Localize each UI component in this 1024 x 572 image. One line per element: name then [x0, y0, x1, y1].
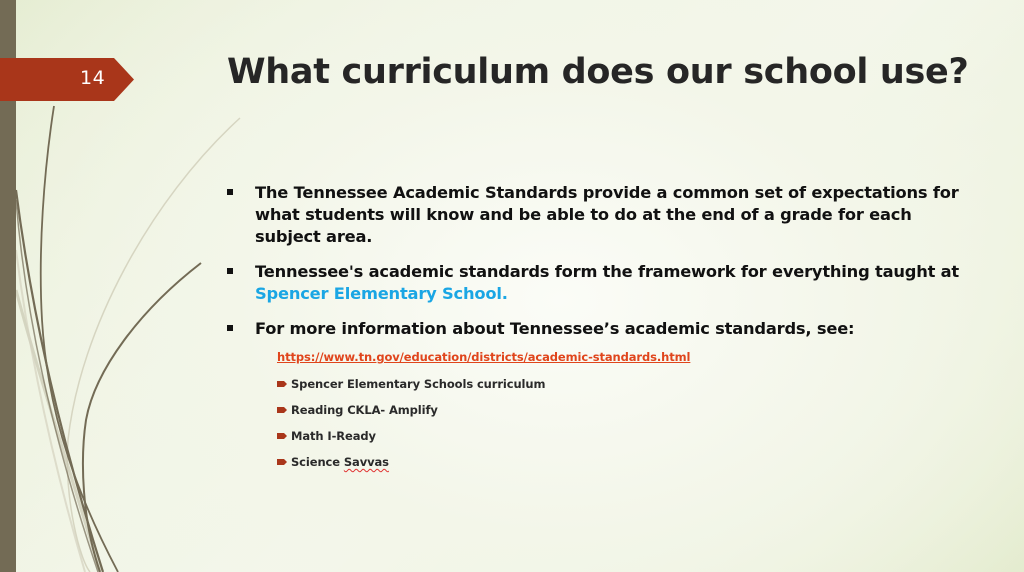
sub-list — [277, 350, 690, 480]
square-bullet-icon — [227, 325, 233, 331]
spellcheck-flagged-word: Savvas — [343, 455, 389, 469]
bullet-item-more-info — [227, 318, 967, 340]
square-bullet-icon — [227, 189, 233, 195]
slide-title: What curriculum does our school use? — [227, 52, 969, 92]
slide-number: 14 — [80, 67, 106, 89]
sub-item-text: Spencer Elementary Schools curriculum — [291, 377, 546, 391]
sub-item-curriculum — [277, 376, 690, 402]
arrow-bullet-icon — [277, 459, 287, 465]
bullet-text: The Tennessee Academic Standards provide a common set of expectations for what students will know and be able to do at the end of a grade for each subject area. — [255, 183, 959, 246]
sub-item-science — [277, 454, 690, 480]
arrow-bullet-icon — [277, 433, 287, 439]
sub-item-math — [277, 428, 690, 454]
bullet-text: For more information about Tennessee’s academic standards, see: — [255, 319, 855, 338]
bullet-item-framework — [227, 261, 967, 305]
arrow-bullet-icon — [277, 407, 287, 413]
bullet-text: Tennessee's academic standards form the framework for everything taught at — [255, 262, 960, 281]
sub-item-reading — [277, 402, 690, 428]
bullet-item-standards — [227, 182, 967, 248]
sub-item-text: Reading CKLA- Amplify — [291, 403, 438, 417]
arrow-bullet-icon — [277, 381, 287, 387]
standards-link[interactable]: https://www.tn.gov/education/districts/academic-standards.html — [277, 350, 691, 364]
sub-item-text: Science — [291, 455, 344, 469]
slide-number-tag — [0, 58, 134, 101]
sub-item-text: Math I-Ready — [291, 429, 376, 443]
square-bullet-icon — [227, 268, 233, 274]
bullet-list — [227, 182, 967, 353]
school-name-highlight: Spencer Elementary School. — [255, 284, 508, 303]
